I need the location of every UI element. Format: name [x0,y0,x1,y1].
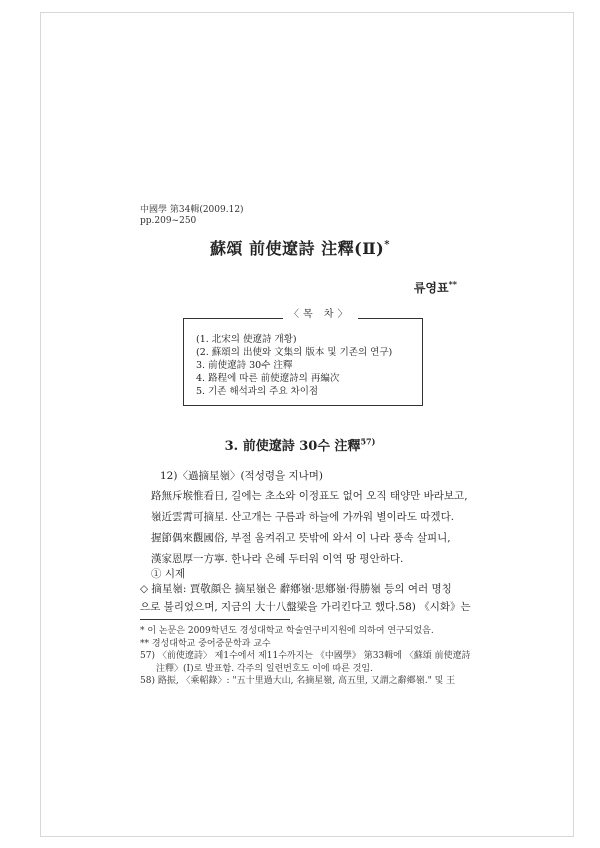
poem-line: 嶺近雲霄可摘星. 산고개는 구름과 하늘에 가까워 별이라도 따겠다. [151,511,455,523]
author [414,279,457,296]
page-frame [40,12,574,837]
commentary-line: 으로 불리었으며, 지금의 大十八盤梁을 가리킨다고 했다.58) 《시화》는 [140,601,471,613]
paper-title-text: 蘇頌 前使遼詩 注釋(Ⅱ) [209,239,385,258]
journal-header [140,205,244,227]
toc-item: (2. 蘇頌의 出使와 文集의 版本 및 기존의 연구) [196,347,393,358]
author-footnote-mark: ** [448,279,457,289]
toc-item: (1. 北宋의 使遼詩 개황) [196,334,297,345]
toc-heading: 〈목 차〉 [283,305,358,320]
poem-line: 路無斥堠惟看日, 길에는 초소와 이정표도 없어 오직 태양만 바라보고, [151,490,468,502]
toc-list [196,333,392,398]
journal-pages: pp.209~250 [140,216,197,226]
footnote: * 이 논문은 2009학년도 경성대학교 학술연구비지원에 의하여 연구되었음. [140,626,434,636]
footnote: ** 경성대학교 중어중문학과 교수 [140,638,271,649]
toc-item: 5. 기존 해석과의 주요 차이점 [196,386,319,397]
poem-line: 握節偶來觀國俗, 부절 움켜쥐고 뜻밖에 와서 이 나라 풍속 살피니, [151,532,451,544]
poem-body [151,486,468,570]
footnotes [140,625,471,688]
commentary-body [140,580,470,616]
footnote: 58) 路振, 〈乘軺錄〉: "五十里過大山, 名摘星嶺, 高五里, 又謂之辭鄕嶺." 및 王 [140,676,456,686]
poem-line: 漢家恩厚一方寧. 한나라 은혜 두터워 이역 땅 평안하다. [151,553,404,565]
title-footnote-mark: * [384,239,390,251]
section-note-mark: 57) [360,436,376,447]
poem-title: 12)〈過摘星嶺〉(적성령을 지나며) [160,470,323,482]
author-name: 류영표 [413,281,449,295]
toc-item: 3. 前使遼詩 30수 注釋 [196,360,293,371]
toc-item: 4. 路程에 따른 前使遼詩의 再編次 [196,373,340,384]
section-title: 3. 前使遼詩 30수 注釋 [224,439,361,454]
commentary-heading: ① 시제 [151,568,186,580]
footnote: 57) 〈前使遼詩〉 제1수에서 제11수까지는 《中國學》 第33輯에 〈蘇頌 前使遼詩 [140,651,471,661]
paper-title [0,236,600,259]
section-heading [0,435,600,454]
commentary-line: ◇ 摘星嶺: 賈敬顔은 摘星嶺은 辭鄕嶺·思鄕嶺·得勝嶺 등의 여러 명칭 [140,583,452,595]
footnote-divider [140,619,290,620]
journal-issue: 中國學 第34輯(2009.12) [140,205,244,215]
footnote-continuation: 注釋〉(Ⅰ)로 발표함. 각주의 일련번호도 이에 따른 것임. [156,663,373,674]
